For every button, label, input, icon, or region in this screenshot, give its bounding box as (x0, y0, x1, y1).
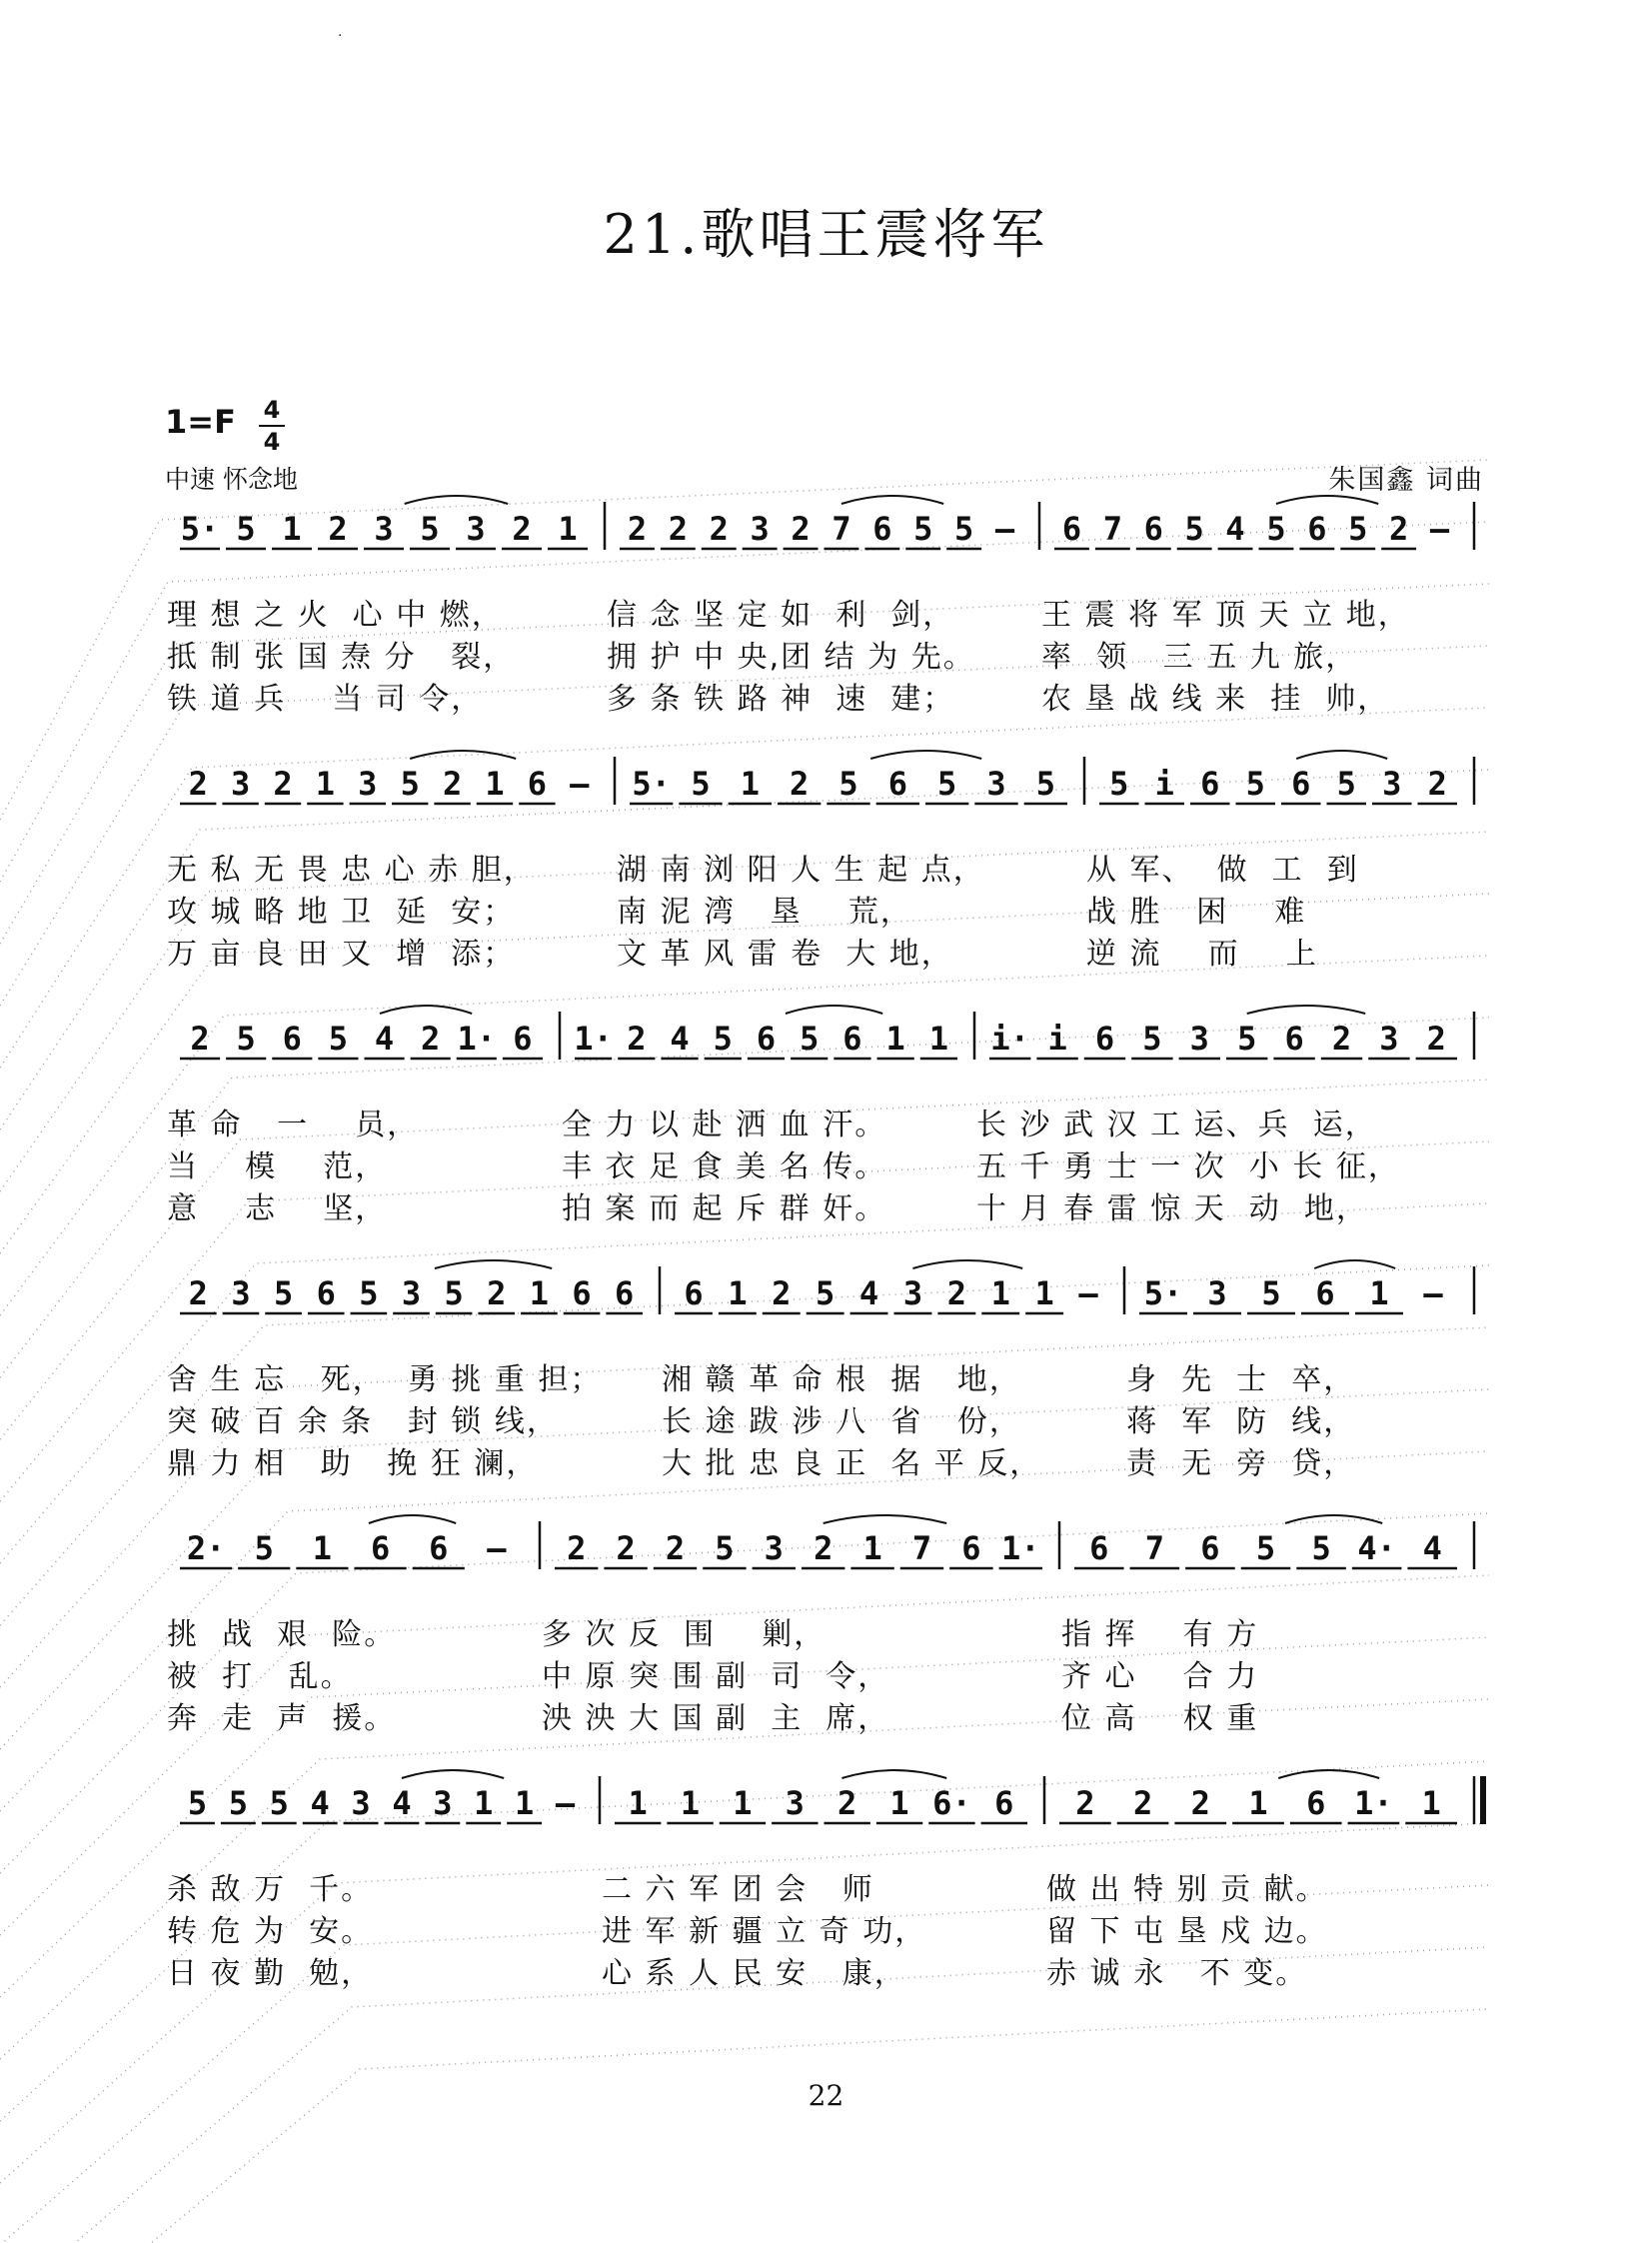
note: 2 (1190, 1784, 1210, 1822)
lyric-line: 攻 城 略 地 卫 延 安； (167, 895, 516, 930)
note: 5 (1245, 765, 1265, 803)
note: 3 (785, 1784, 805, 1822)
note: 6 (756, 1020, 777, 1058)
note: 3 (1189, 1020, 1209, 1058)
note: 6 (527, 765, 548, 803)
lyric-line: 指 挥 有 方 (1061, 1617, 1259, 1652)
lyric-line: 意 志 坚， (167, 1191, 388, 1226)
note: 5 (715, 1529, 735, 1567)
note: 6 (370, 1529, 391, 1567)
note: 1 (889, 1784, 909, 1822)
lyric-line: 长 途 跋 涉 八 省 份， (662, 1404, 1021, 1439)
slur (369, 1515, 456, 1523)
lyric-line: 从 军、 做 工 到 (1086, 853, 1359, 888)
note: 2 (627, 1020, 647, 1058)
note: 1 (1034, 1274, 1054, 1312)
measure (1074, 1515, 1457, 1568)
note: 3 (358, 765, 378, 803)
note: 6 (1061, 510, 1082, 548)
lyric-line: 战 胜 困 难 (1086, 895, 1307, 930)
measure (1139, 1260, 1443, 1313)
note: 5 (1184, 510, 1204, 548)
note: 1 (312, 1529, 333, 1567)
measure (180, 496, 588, 549)
note: 1 (1248, 1784, 1268, 1822)
note: 5· (1143, 1274, 1183, 1312)
note: 2 (273, 765, 293, 803)
lyric-line: 文 革 风 雷 卷 大 地， (617, 937, 953, 972)
corner-mark: · (338, 28, 343, 44)
note: 5 (273, 1274, 294, 1312)
note: 5 (236, 1020, 256, 1058)
composer-credit: 朱国鑫 词曲 (1328, 465, 1484, 496)
note: 2 (328, 510, 348, 548)
note: 3 (374, 510, 394, 548)
lyric-line: 做 出 特 别 贡 献。 (1046, 1872, 1328, 1907)
note: i (1047, 1020, 1067, 1058)
lyric-line: 多 次 反 围 剿， (542, 1617, 826, 1652)
note: 5 (937, 765, 957, 803)
note: 5 (444, 1274, 464, 1312)
lyric-line: 无 私 无 畏 忠 心 赤 胆， (167, 853, 536, 888)
note: – (487, 1529, 507, 1567)
slur (1285, 1515, 1382, 1523)
lyric-line: 泱 泱 大 国 副 主 席， (542, 1701, 890, 1736)
note: 6 (429, 1529, 449, 1567)
note: 3 (401, 1274, 422, 1312)
note: 1 (485, 765, 505, 803)
slur (402, 1770, 504, 1778)
measure (180, 1006, 543, 1059)
note: 3 (433, 1784, 453, 1822)
note: 1 (733, 1784, 753, 1822)
note: 2 (1075, 1784, 1095, 1822)
note: 4· (1357, 1529, 1396, 1567)
note: 5 (254, 1529, 274, 1567)
note: 6 (684, 1274, 704, 1312)
lyric-line: 逆 流 而 上 (1086, 937, 1318, 972)
note: 6 (961, 1529, 981, 1567)
measure (180, 1770, 576, 1823)
measure (1054, 496, 1450, 549)
lyric-line: 被 打 乱。 (167, 1659, 353, 1694)
note: 5 (1142, 1020, 1162, 1058)
page-title: 21.歌唱王震将军 (603, 203, 1049, 266)
note: – (555, 1784, 576, 1822)
lyric-line: 挑 战 艰 险。 (167, 1617, 397, 1652)
note: – (570, 765, 590, 803)
lyric-line: 大 批 忠 良 正 名 平 反， (662, 1446, 1042, 1481)
lyric-line: 心 系 人 民 安 康， (602, 1956, 906, 1991)
lyric-line: 转 危 为 安。 (167, 1914, 374, 1949)
note: 5 (1311, 1529, 1331, 1567)
note: 5 (816, 1274, 835, 1312)
lyric-line: 农 垦 战 线 来 挂 帅， (1041, 682, 1390, 717)
note: 1· (574, 1020, 613, 1058)
lyric-line: 理 想 之 火 心 中 燃， (167, 598, 504, 633)
lyric-line: 赤 诚 永 不 变。 (1046, 1956, 1308, 1991)
note: 6 (1200, 765, 1220, 803)
lyric-line: 多 条 铁 路 神 速 建； (607, 682, 955, 717)
lyric-line: 责 无 旁 贷， (1126, 1446, 1356, 1481)
note: 2 (512, 510, 532, 548)
note: 6 (1291, 765, 1311, 803)
note: 6 (1094, 1020, 1115, 1058)
note: 6 (842, 1020, 862, 1058)
note: 1 (885, 1020, 905, 1058)
note: 5 (800, 1020, 820, 1058)
score-system (180, 1260, 1474, 1314)
lyric-line: 湘 赣 革 命 根 据 地， (662, 1362, 1021, 1397)
time-numerator: 4 (263, 396, 281, 424)
lyric-line: 二 六 军 团 会 师 (602, 1872, 874, 1907)
lyric-line: 南 泥 湾 垦 荒， (617, 895, 912, 930)
note: 6 (572, 1274, 592, 1312)
note: 1 (529, 1274, 550, 1312)
note: 6 (282, 1020, 302, 1058)
note: 6· (932, 1784, 971, 1822)
note: 3 (764, 1529, 784, 1567)
note: – (1078, 1274, 1098, 1312)
note: 2 (616, 1529, 636, 1567)
note: 5 (236, 510, 256, 548)
lyric-line: 杀 敌 万 千。 (167, 1872, 374, 1907)
note: 2 (668, 510, 688, 548)
lyric-line: 身 先 士 卒， (1126, 1362, 1356, 1397)
note: 1 (990, 1274, 1010, 1312)
note: 6 (615, 1274, 635, 1312)
score-system (180, 751, 1474, 805)
slur (435, 1260, 552, 1268)
note: 1 (628, 1784, 648, 1822)
slur (410, 751, 516, 759)
note: 6 (1200, 1529, 1220, 1567)
note: 3 (986, 765, 1006, 803)
lyric-line: 当 模 范， (167, 1149, 388, 1184)
note: 1· (1001, 1529, 1040, 1567)
slur (841, 496, 943, 504)
lyric-line: 湖 南 浏 阳 人 生 起 点， (617, 853, 985, 888)
tempo-marking: 中速 怀念地 (165, 465, 298, 494)
note: 1 (474, 1784, 494, 1822)
score-system (180, 1006, 1474, 1060)
page-number: 22 (808, 2079, 844, 2112)
lyric-line: 进 军 新 疆 立 奇 功， (602, 1914, 927, 1949)
measure (675, 1260, 1098, 1313)
note: 1 (680, 1784, 701, 1822)
lyric-line: 齐 心 合 力 (1061, 1659, 1259, 1694)
note: 2 (567, 1529, 587, 1567)
note: 4 (310, 1784, 330, 1822)
note: 5 (1348, 510, 1368, 548)
slur (1247, 1006, 1366, 1014)
slur (912, 1260, 1022, 1268)
slur (1278, 1770, 1379, 1778)
score-system (180, 496, 1474, 550)
slur (824, 1515, 947, 1523)
note: 1 (928, 1020, 949, 1058)
note: 2 (709, 510, 729, 548)
lyric-line: 王 震 将 军 顶 天 立 地， (1041, 598, 1410, 633)
note: 2 (1389, 510, 1409, 548)
note: 6 (1143, 510, 1163, 548)
note: 2 (790, 765, 810, 803)
measure (574, 1006, 957, 1059)
measure (180, 1260, 643, 1313)
note: 1 (728, 1274, 748, 1312)
note: 3 (902, 1274, 923, 1312)
note: 4 (374, 1020, 395, 1058)
note: 2 (946, 1274, 966, 1312)
lyric-line: 蒋 军 防 线， (1126, 1404, 1356, 1439)
slur (841, 1770, 946, 1778)
lyric-line: 日 夜 勤 勉， (167, 1956, 374, 1991)
note: 2 (837, 1784, 857, 1822)
note: 4 (1225, 510, 1245, 548)
note: 2 (791, 510, 811, 548)
note: 5 (1266, 510, 1286, 548)
note: 6 (513, 1020, 533, 1058)
lyric-line: 留 下 屯 垦 戍 边。 (1046, 1914, 1328, 1949)
note: 5 (328, 1020, 349, 1058)
note: 2 (1426, 1020, 1446, 1058)
lyric-line: 鼎 力 相 助 挽 狂 澜， (167, 1446, 539, 1481)
note: 6 (887, 765, 907, 803)
note: 6 (1284, 1020, 1304, 1058)
note: 2 (190, 1020, 210, 1058)
note: 1 (1369, 1274, 1389, 1312)
note: 5 (228, 1784, 248, 1822)
lyric-line: 全 力 以 赴 洒 血 汗。 (562, 1108, 887, 1142)
note: 1 (1421, 1784, 1441, 1822)
lyric-line: 铁 道 兵 当 司 令， (167, 682, 484, 717)
note: 2 (487, 1274, 507, 1312)
slur (870, 751, 981, 759)
note: 5 (713, 1020, 733, 1058)
note: 5 (1261, 1274, 1281, 1312)
slur (405, 496, 509, 504)
lyric-line: 舍 生 忘 死， 勇 挑 重 担； (167, 1362, 603, 1397)
note: 5 (420, 510, 440, 548)
note: 1 (282, 510, 302, 548)
note: 5· (180, 510, 220, 548)
note: 5 (838, 765, 858, 803)
note: 5 (1336, 765, 1356, 803)
note: 2 (1331, 1020, 1352, 1058)
measure (1059, 1770, 1457, 1823)
note: 2· (186, 1529, 226, 1567)
note: 7 (1144, 1529, 1164, 1567)
measure (620, 496, 1015, 549)
note: 5 (1109, 765, 1129, 803)
note: 5 (1255, 1529, 1276, 1567)
measure (180, 751, 590, 804)
lyric-line: 长 沙 武 汉 工 运、兵 运， (976, 1108, 1377, 1142)
note: – (1429, 510, 1450, 548)
note: 5 (1237, 1020, 1257, 1058)
note: 1 (558, 510, 578, 548)
lyric-line: 位 高 权 重 (1061, 1701, 1259, 1736)
note: 2 (1427, 765, 1447, 803)
note: 5 (400, 765, 420, 803)
note: 5 (269, 1784, 289, 1822)
note: 6 (1315, 1274, 1335, 1312)
note: 2 (188, 765, 208, 803)
note: 2 (772, 1274, 792, 1312)
note: 4 (858, 1274, 879, 1312)
note: 2 (188, 1274, 208, 1312)
note: 5 (187, 1784, 208, 1822)
note: 4 (1422, 1529, 1442, 1567)
note: 1· (457, 1020, 497, 1058)
note: 4 (670, 1020, 690, 1058)
note: 2 (665, 1529, 686, 1567)
note: 6 (994, 1784, 1014, 1822)
slur (1296, 751, 1387, 759)
note: 1 (515, 1784, 535, 1822)
measure (630, 751, 1067, 804)
lyric-line: 拍 案 而 起 斥 群 奸。 (562, 1191, 887, 1226)
time-denominator: 4 (263, 428, 281, 456)
slur (380, 1006, 472, 1014)
lyric-line: 丰 衣 足 食 美 名 传。 (562, 1149, 887, 1184)
note: 1· (1354, 1784, 1393, 1822)
lyric-line: 突 破 百 余 条 封 锁 线， (167, 1404, 559, 1439)
score-system (180, 1515, 1474, 1569)
slur (1276, 496, 1378, 504)
lyric-line: 中 原 突 围 副 司 令， (542, 1659, 890, 1694)
note: 6 (316, 1274, 336, 1312)
note: i· (990, 1020, 1029, 1058)
note: i (1154, 765, 1174, 803)
note: 7 (911, 1529, 932, 1567)
note: 5 (913, 510, 933, 548)
note: 5 (691, 765, 711, 803)
note: 1 (740, 765, 760, 803)
note: 3 (351, 1784, 371, 1822)
lyric-line: 抵 制 张 国 焘 分 裂， (167, 640, 516, 675)
note: 5 (359, 1274, 379, 1312)
note: 6 (1307, 510, 1327, 548)
note: 2 (627, 510, 648, 548)
note: 2 (421, 1020, 441, 1058)
measure (615, 1770, 1027, 1823)
key-signature: 1=F (165, 403, 236, 441)
note: 5 (954, 510, 974, 548)
score-system (180, 1770, 1483, 1824)
measure (555, 1515, 1042, 1568)
lyric-line: 十 月 春 雷 惊 天 动 地， (976, 1191, 1368, 1226)
measure (989, 1006, 1457, 1059)
note: 3 (1379, 1020, 1399, 1058)
slur (786, 1006, 882, 1014)
lyric-line: 信 念 坚 定 如 利 剑， (607, 598, 955, 633)
lyric-line: 拥 护 中 央,团 结 为 先。 (607, 640, 975, 675)
measure (1099, 751, 1457, 804)
note: 3 (750, 510, 770, 548)
note: 7 (831, 510, 851, 548)
lyric-line: 革 命 一 员， (167, 1108, 420, 1142)
note: 4 (392, 1784, 412, 1822)
note: 1 (862, 1529, 882, 1567)
note: 2 (814, 1529, 833, 1567)
note: 2 (1132, 1784, 1153, 1822)
note: 3 (1382, 765, 1402, 803)
slur (1314, 1260, 1395, 1268)
note: 1 (315, 765, 336, 803)
note: – (994, 510, 1015, 548)
note: 6 (1306, 1784, 1326, 1822)
lyric-line: 万 亩 良 田 又 增 添； (167, 937, 516, 972)
lyric-line: 奔 走 声 援。 (167, 1701, 397, 1736)
note: 6 (1089, 1529, 1109, 1567)
note: 3 (231, 1274, 251, 1312)
note: 3 (230, 765, 251, 803)
measure (180, 1515, 507, 1568)
note: 6 (872, 510, 892, 548)
note: – (1423, 1274, 1443, 1312)
note: 5 (1035, 765, 1055, 803)
note: 3 (466, 510, 486, 548)
note: 5· (632, 765, 671, 803)
note: 3 (1207, 1274, 1227, 1312)
note: 7 (1102, 510, 1122, 548)
lyric-line: 五 千 勇 士 一 次 小 长 征， (976, 1149, 1400, 1184)
lyric-line: 率 领 三 五 九 旅， (1041, 640, 1358, 675)
note: 2 (442, 765, 463, 803)
